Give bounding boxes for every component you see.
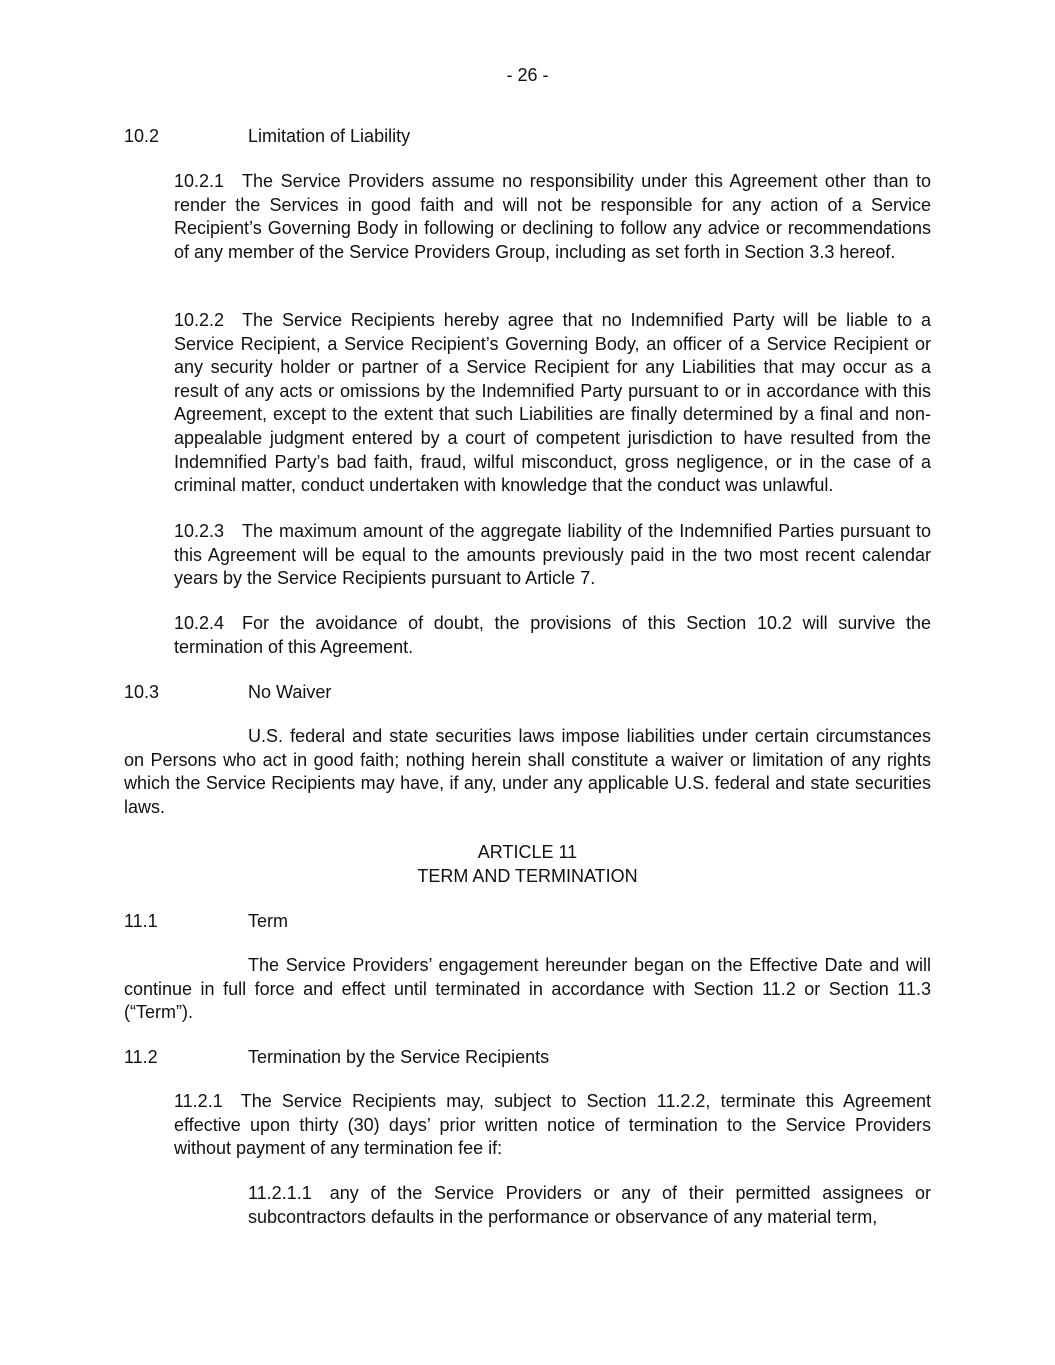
section-10-2-number: 10.2 [124, 126, 160, 146]
section-10-3-number: 10.3 [124, 682, 160, 702]
paragraph-text: The Service Recipients may, subject to Section 11.2.2, terminate this Agreement effective upon thirty (30) days’ prior written notice of termination to the Service Providers without payment of any termination fee if: [174, 1091, 931, 1159]
paragraph-number: 10.2.1 [174, 171, 225, 191]
section-11-1-title: Term [248, 911, 288, 931]
paragraph-10-3: U.S. federal and state securities laws impose liabilities under certain circumstances on Persons who act in good faith; nothing herein shall constitute a waiver or limitation of any rights which the Service Recipients may have, if any, under any applicable U.S. federal and state securities laws. [124, 726, 931, 817]
paragraph-text: The Service Providers assume no responsibility under this Agreement other than to render the Services in good faith and will not be responsible for any action of a Service Recipient’s Governing Body in following or declining to follow any advice or recommendations of any member of the Service Providers Group, including as set forth in Section 3.3 hereof. [174, 171, 931, 262]
paragraph-number: 10.2.4 [174, 613, 225, 633]
paragraph-10-2-1 [174, 170, 931, 264]
paragraph-10-2-4 [174, 612, 931, 659]
paragraph-text: For the avoidance of doubt, the provisions of this Section 10.2 will survive the termination of this Agreement. [174, 613, 931, 657]
paragraph-10-2-2 [174, 309, 931, 498]
paragraph-text: The maximum amount of the aggregate liability of the Indemnified Parties pursuant to this Agreement will be equal to the amounts previously paid in the two most recent calendar years by the Service Recipients pursuant to Article 7. [174, 521, 931, 589]
paragraph-number: 11.2.1 [174, 1091, 223, 1111]
section-11-1-number: 11.1 [124, 911, 158, 931]
paragraph-11-2-1 [174, 1090, 931, 1161]
paragraph-number: 10.2.2 [174, 310, 225, 330]
paragraph-text: any of the Service Providers or any of their permitted assignees or subcontractors defaults in the performance or observance of any material term, [248, 1183, 931, 1227]
paragraph-text: The Service Recipients hereby agree that no Indemnified Party will be liable to a Service Recipient, a Service Recipient’s Governing Body, an officer of a Service Recipient or any security holder or partner of a Service Recipient for any Liabilities that may occur as a result of any acts or omissions by the Indemnified Party pursuant to or in accordance with this Agreement, except to the extent that such Liabilities are finally determined by a final and non-appealable judgment entered by a court of competent jurisdiction to have resulted from the Indemnified Party’s bad faith, fraud, wilful misconduct, gross negligence, or in the case of a criminal matter, conduct undertaken with knowledge that the conduct was unlawful. [174, 310, 931, 496]
paragraph-number: 11.2.1.1 [248, 1183, 312, 1203]
paragraph-10-2-3 [174, 520, 931, 591]
article-11-title: TERM AND TERMINATION [417, 866, 638, 886]
section-11-2-number: 11.2 [124, 1047, 158, 1067]
article-11-label: ARTICLE 11 [477, 842, 578, 862]
section-10-3-title: No Waiver [248, 682, 332, 702]
section-11-2-title: Termination by the Service Recipients [248, 1047, 550, 1067]
page-number: - 26 - [506, 65, 549, 85]
section-10-2-title: Limitation of Liability [248, 126, 411, 146]
paragraph-11-2-1-1 [248, 1182, 931, 1229]
paragraph-number: 10.2.3 [174, 521, 225, 541]
paragraph-11-1: The Service Providers’ engagement hereunder began on the Effective Date and will continue in full force and effect until terminated in accordance with Section 11.2 or Section 11.3 (“Term”). [124, 955, 931, 1023]
